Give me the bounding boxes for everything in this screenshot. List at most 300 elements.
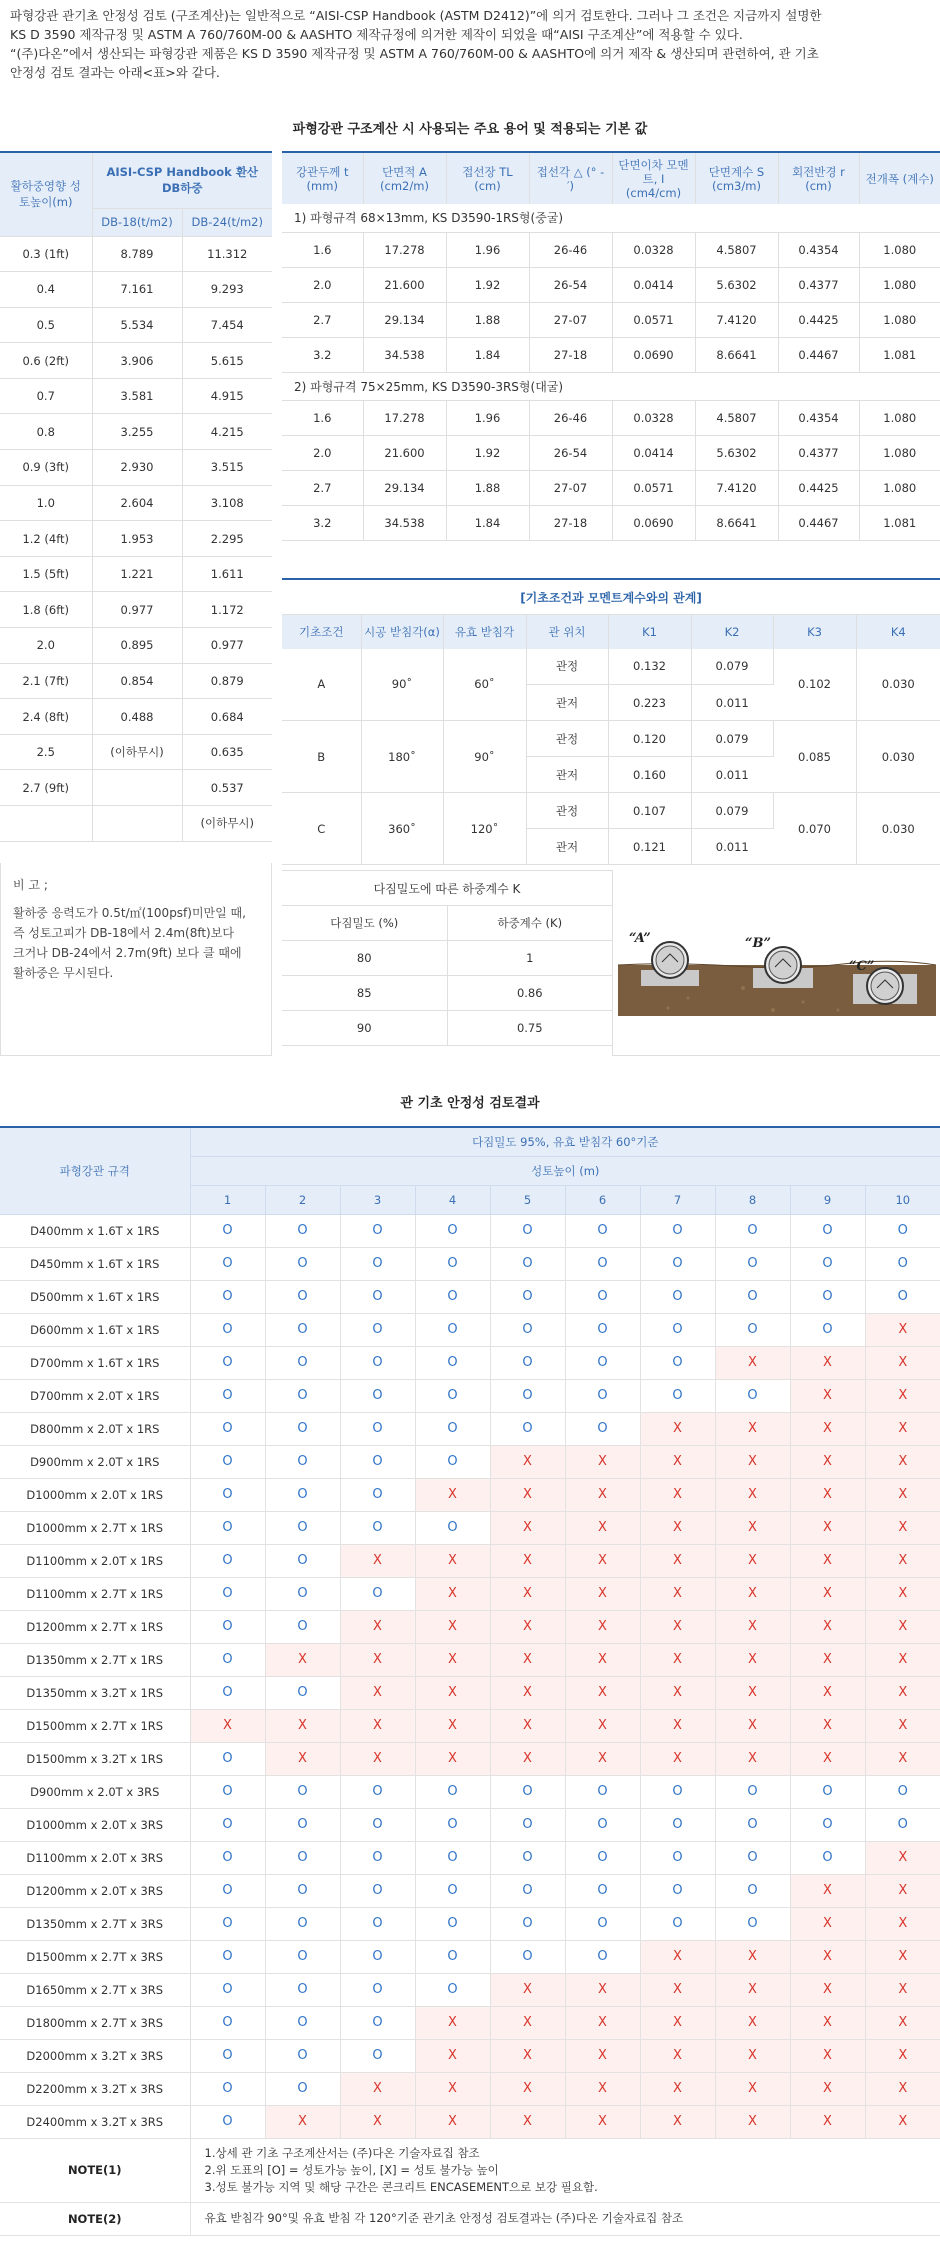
result-ok-cell: O: [865, 1808, 940, 1841]
result-fail-cell: X: [790, 1874, 865, 1907]
result-ok-cell: O: [490, 1379, 565, 1412]
result-ok-cell: O: [265, 1874, 340, 1907]
result-fail-cell: X: [865, 1511, 940, 1544]
result-ok-cell: O: [790, 1841, 865, 1874]
table-cell: 0.977: [92, 592, 182, 628]
result-ok-cell: O: [415, 1346, 490, 1379]
table-cell: 4.215: [182, 414, 272, 450]
result-ok-cell: O: [640, 1346, 715, 1379]
pipe-spec-cell: D1000mm x 2.0T x 3RS: [0, 1808, 190, 1841]
table-cell: 0.4377: [778, 435, 859, 470]
k4-cell: 0.030: [856, 793, 940, 865]
height-column-header: 5: [490, 1185, 565, 1214]
result-ok-cell: O: [415, 1313, 490, 1346]
header-db18: DB-18(t/m2): [92, 208, 182, 236]
table-cell: 0.537: [182, 770, 272, 806]
table-cell: 1.080: [859, 267, 940, 302]
result-fail-cell: X: [790, 1544, 865, 1577]
section-title: 파형강관 구조계산 시 사용되는 주요 용어 및 적용되는 기본 값: [292, 122, 648, 137]
result-fail-cell: X: [865, 1313, 940, 1346]
result-fail-cell: X: [565, 2105, 640, 2138]
table-row: [0, 2006, 940, 2039]
result-fail-cell: X: [790, 1379, 865, 1412]
live-load-table: [0, 151, 272, 842]
result-fail-cell: X: [640, 1973, 715, 2006]
result-ok-cell: O: [865, 1214, 940, 1247]
result-ok-cell: O: [340, 1841, 415, 1874]
result-ok-cell: O: [715, 1379, 790, 1412]
result-ok-cell: O: [490, 1907, 565, 1940]
result-ok-cell: O: [490, 1940, 565, 1973]
table-cell: 0.635: [182, 734, 272, 770]
result-fail-cell: X: [490, 1544, 565, 1577]
result-ok-cell: O: [190, 1775, 265, 1808]
result-fail-cell: X: [790, 1676, 865, 1709]
result-fail-cell: X: [865, 1544, 940, 1577]
table-row: [0, 770, 272, 806]
result-ok-cell: O: [265, 1445, 340, 1478]
result-fail-cell: X: [865, 1379, 940, 1412]
table-cell: 0.5: [0, 307, 92, 343]
result-ok-cell: O: [265, 2039, 340, 2072]
header-spec: 파형강관 규격: [0, 1127, 190, 1214]
result-fail-cell: X: [340, 1742, 415, 1775]
table-cell: 0.4: [0, 272, 92, 308]
table-row: [0, 1643, 940, 1676]
result-ok-cell: O: [190, 1346, 265, 1379]
result-ok-cell: O: [265, 1841, 340, 1874]
result-ok-cell: O: [340, 1973, 415, 2006]
result-ok-cell: O: [265, 1280, 340, 1313]
result-ok-cell: O: [715, 1907, 790, 1940]
table-cell: 3.515: [182, 450, 272, 486]
result-fail-cell: X: [865, 1841, 940, 1874]
table-row: [282, 400, 940, 435]
table-cell: 29.134: [363, 302, 446, 337]
result-fail-cell: X: [340, 1709, 415, 1742]
table-row: [0, 1709, 940, 1742]
result-ok-cell: O: [565, 1412, 640, 1445]
result-fail-cell: X: [490, 1709, 565, 1742]
table-cell: 1.88: [446, 302, 529, 337]
table-cell: 0.0414: [612, 435, 695, 470]
table-cell: 2.7: [282, 470, 363, 505]
table-cell: 3.2: [282, 337, 363, 372]
pipe-spec-cell: D700mm x 1.6T x 1RS: [0, 1346, 190, 1379]
result-ok-cell: O: [490, 1874, 565, 1907]
result-fail-cell: X: [715, 1346, 790, 1379]
result-ok-cell: O: [190, 1874, 265, 1907]
result-ok-cell: O: [340, 2006, 415, 2039]
result-fail-cell: X: [715, 1511, 790, 1544]
result-fail-cell: X: [640, 1445, 715, 1478]
result-ok-cell: O: [190, 1247, 265, 1280]
result-ok-cell: O: [565, 1907, 640, 1940]
section-properties-table: [282, 151, 940, 541]
result-ok-cell: O: [865, 1775, 940, 1808]
table-row: [0, 521, 272, 557]
result-fail-cell: X: [715, 1577, 790, 1610]
result-fail-cell: X: [490, 2072, 565, 2105]
table-cell: 0.0690: [612, 337, 695, 372]
table-cell: 2.7 (9ft): [0, 770, 92, 806]
result-fail-cell: X: [490, 1610, 565, 1643]
result-fail-cell: X: [340, 2105, 415, 2138]
k2-cell: 0.079: [691, 793, 773, 829]
result-fail-cell: X: [565, 1709, 640, 1742]
table-cell: 0.86: [447, 976, 612, 1011]
result-ok-cell: O: [715, 1775, 790, 1808]
result-fail-cell: X: [490, 2039, 565, 2072]
k1-cell: 0.120: [608, 721, 691, 757]
result-fail-cell: X: [415, 1676, 490, 1709]
result-ok-cell: O: [190, 1511, 265, 1544]
table-cell: 2.604: [92, 485, 182, 521]
intro-line: 안정성 검토 결과는 아래<표>와 같다.: [10, 65, 220, 80]
result-ok-cell: O: [415, 1808, 490, 1841]
table-row: [0, 1478, 940, 1511]
table-cell: 4.915: [182, 378, 272, 414]
table-row: [0, 734, 272, 770]
table-cell: 0.4425: [778, 470, 859, 505]
result-fail-cell: X: [640, 1709, 715, 1742]
result-ok-cell: O: [415, 1412, 490, 1445]
table-cell: 1.92: [446, 267, 529, 302]
result-fail-cell: X: [490, 1511, 565, 1544]
column-header: 단면적 A (cm2/m): [363, 152, 446, 204]
table-cell: 1.2 (4ft): [0, 521, 92, 557]
result-ok-cell: O: [190, 1280, 265, 1313]
result-ok-cell: O: [190, 1808, 265, 1841]
pipe-spec-cell: D1000mm x 2.7T x 1RS: [0, 1511, 190, 1544]
column-header: 접선각 △ (° - ′): [529, 152, 612, 204]
table-cell: 26-54: [529, 267, 612, 302]
table-cell: 26-54: [529, 435, 612, 470]
table-cell: 1.84: [446, 337, 529, 372]
table-row: [0, 378, 272, 414]
pipe-spec-cell: D400mm x 1.6T x 1RS: [0, 1214, 190, 1247]
result-fail-cell: X: [640, 1412, 715, 1445]
table-row: [0, 806, 272, 842]
result-ok-cell: O: [565, 1808, 640, 1841]
k3-cell: 0.085: [773, 721, 856, 793]
result-fail-cell: X: [865, 1445, 940, 1478]
remark-title: 비 고 ;: [13, 878, 48, 892]
result-ok-cell: O: [265, 1379, 340, 1412]
result-fail-cell: X: [490, 1643, 565, 1676]
result-fail-cell: X: [715, 1940, 790, 1973]
result-ok-cell: O: [340, 1379, 415, 1412]
header-load-factor: 하중계수 (K): [447, 906, 612, 941]
table-cell: 1.081: [859, 337, 940, 372]
table-cell: 5.534: [92, 307, 182, 343]
table-cell: 0.8: [0, 414, 92, 450]
effective-angle-cell: 90˚: [443, 721, 526, 793]
result-fail-cell: X: [640, 2006, 715, 2039]
result-fail-cell: X: [865, 1412, 940, 1445]
result-ok-cell: O: [190, 1478, 265, 1511]
label-c: “C”: [849, 959, 875, 974]
table-cell: 2.5: [0, 734, 92, 770]
result-ok-cell: O: [490, 1841, 565, 1874]
position-cell: 관저: [526, 685, 608, 721]
table-cell: 1.080: [859, 400, 940, 435]
install-angle-cell: 180˚: [361, 721, 443, 793]
table-cell: 7.4120: [695, 470, 778, 505]
result-fail-cell: X: [865, 2039, 940, 2072]
result-ok-cell: O: [640, 1313, 715, 1346]
result-fail-cell: X: [415, 1643, 490, 1676]
result-fail-cell: X: [565, 1610, 640, 1643]
table-cell: 3.108: [182, 485, 272, 521]
header-height: 성토높이 (m): [190, 1156, 940, 1185]
result-ok-cell: O: [715, 1808, 790, 1841]
result-fail-cell: X: [790, 1445, 865, 1478]
table-cell: 21.600: [363, 267, 446, 302]
result-fail-cell: X: [865, 1346, 940, 1379]
header-depth: 활하중영향 성토높이(m): [0, 152, 92, 236]
result-ok-cell: O: [265, 1214, 340, 1247]
result-ok-cell: O: [640, 1907, 715, 1940]
result-ok-cell: O: [265, 1973, 340, 2006]
k2-cell: 0.011: [691, 829, 773, 865]
result-fail-cell: X: [715, 1676, 790, 1709]
table-cell: 1.0: [0, 485, 92, 521]
table-cell: 2.0: [0, 628, 92, 664]
result-ok-cell: O: [490, 1346, 565, 1379]
pipe-spec-cell: D1000mm x 2.0T x 1RS: [0, 1478, 190, 1511]
result-fail-cell: X: [565, 2072, 640, 2105]
group-title: 2) 파형규격 75×25mm, KS D3590-3RS형(대굴): [282, 372, 940, 400]
result-ok-cell: O: [190, 2072, 265, 2105]
result-ok-cell: O: [265, 1412, 340, 1445]
table-row: [0, 1610, 940, 1643]
result-fail-cell: X: [865, 1478, 940, 1511]
table-cell: 0.0690: [612, 505, 695, 540]
table-cell: 2.295: [182, 521, 272, 557]
pipe-spec-cell: D2400mm x 3.2T x 3RS: [0, 2105, 190, 2138]
table-cell: 3.2: [282, 505, 363, 540]
result-fail-cell: X: [640, 1643, 715, 1676]
pipe-spec-cell: D800mm x 2.0T x 1RS: [0, 1412, 190, 1445]
result-ok-cell: O: [340, 1808, 415, 1841]
note-line: 1.상세 관 기초 구조계산서는 (주)다온 기술자료집 참조: [204, 2145, 480, 2160]
table-cell: 1.92: [446, 435, 529, 470]
table-cell: 17.278: [363, 400, 446, 435]
result-ok-cell: O: [190, 1940, 265, 1973]
table-row: [0, 1742, 940, 1775]
condition-cell: C: [282, 793, 361, 865]
table-cell: 2.7: [282, 302, 363, 337]
table-cell: 0.488: [92, 699, 182, 735]
intro-line: KS D 3590 제작규정 및 ASTM A 760/760M-00 & AASHTO 제작규정에 의거한 제작이 되었을 때“AISI 구조계산”에 적용할 수 있다.: [10, 27, 743, 42]
remark-line: 크거나 DB-24에서 2.7m(9ft) 보다 클 때에: [13, 946, 242, 960]
result-fail-cell: X: [640, 1478, 715, 1511]
k3-cell: 0.070: [773, 793, 856, 865]
result-ok-cell: O: [190, 1379, 265, 1412]
result-ok-cell: O: [715, 1874, 790, 1907]
k1-cell: 0.121: [608, 829, 691, 865]
result-ok-cell: O: [565, 1874, 640, 1907]
result-ok-cell: O: [415, 1379, 490, 1412]
column-header: 단면계수 S (cm3/m): [695, 152, 778, 204]
note-row: [0, 2138, 940, 2202]
column-header: 유효 받침각: [443, 615, 526, 649]
note-text: [190, 2138, 940, 2202]
table-cell: 4.5807: [695, 232, 778, 267]
table-row: [0, 1907, 940, 1940]
table-row: [0, 1775, 940, 1808]
result-ok-cell: O: [565, 1247, 640, 1280]
result-fail-cell: X: [565, 1577, 640, 1610]
result-fail-cell: X: [415, 1709, 490, 1742]
table-row: [0, 1445, 940, 1478]
result-ok-cell: O: [340, 1445, 415, 1478]
result-fail-cell: X: [790, 1973, 865, 2006]
position-cell: 관정: [526, 649, 608, 685]
intro-text: [10, 6, 930, 82]
table-cell: 27-07: [529, 470, 612, 505]
table-cell: 26-46: [529, 400, 612, 435]
table-cell: 34.538: [363, 505, 446, 540]
bedding-illustration: [612, 870, 940, 1056]
table-cell: 17.278: [363, 232, 446, 267]
result-fail-cell: X: [415, 2006, 490, 2039]
result-fail-cell: X: [865, 1907, 940, 1940]
result-fail-cell: X: [640, 1544, 715, 1577]
table-cell: 7.4120: [695, 302, 778, 337]
result-ok-cell: O: [190, 1445, 265, 1478]
column-header: 단면이차 모멘트, I (cm4/cm): [612, 152, 695, 204]
result-ok-cell: O: [640, 1247, 715, 1280]
result-fail-cell: X: [490, 2105, 565, 2138]
result-fail-cell: X: [865, 1940, 940, 1973]
result-fail-cell: X: [715, 1610, 790, 1643]
table-row: [0, 1544, 940, 1577]
result-fail-cell: X: [415, 1742, 490, 1775]
table-cell: 21.600: [363, 435, 446, 470]
table-cell: 0.4377: [778, 267, 859, 302]
table-cell: (이하무시): [182, 806, 272, 842]
height-column-header: 2: [265, 1185, 340, 1214]
effective-angle-cell: 120˚: [443, 793, 526, 865]
result-ok-cell: O: [565, 1214, 640, 1247]
height-column-header: 1: [190, 1185, 265, 1214]
result-ok-cell: O: [190, 2039, 265, 2072]
k4-cell: 0.030: [856, 649, 940, 721]
condition-cell: A: [282, 649, 361, 721]
table-cell: 9.293: [182, 272, 272, 308]
result-ok-cell: O: [415, 1973, 490, 2006]
table-cell: 5.6302: [695, 267, 778, 302]
column-header: K2: [691, 615, 773, 649]
table-cell: 80: [282, 941, 447, 976]
result-fail-cell: X: [865, 1874, 940, 1907]
result-fail-cell: X: [865, 2072, 940, 2105]
table-cell: 29.134: [363, 470, 446, 505]
result-fail-cell: X: [490, 2006, 565, 2039]
table-row: [282, 302, 940, 337]
result-ok-cell: O: [790, 1247, 865, 1280]
table-row: [282, 470, 940, 505]
pipe-spec-cell: D1500mm x 2.7T x 1RS: [0, 1709, 190, 1742]
table-row: [282, 267, 940, 302]
remark-line: 즉 성토고피가 DB-18에서 2.4m(8ft)보다: [13, 926, 234, 940]
result-ok-cell: O: [715, 1247, 790, 1280]
result-ok-cell: O: [415, 1247, 490, 1280]
table-row: [282, 793, 940, 829]
result-fail-cell: X: [565, 1511, 640, 1544]
result-fail-cell: X: [640, 2072, 715, 2105]
table-cell: 2.4 (8ft): [0, 699, 92, 735]
result-ok-cell: O: [490, 1412, 565, 1445]
result-ok-cell: O: [190, 1973, 265, 2006]
result-fail-cell: X: [640, 1511, 715, 1544]
result-ok-cell: O: [415, 1775, 490, 1808]
result-fail-cell: X: [415, 1610, 490, 1643]
column-header: K1: [608, 615, 691, 649]
note-line: 2.위 도표의 [O] = 성토가능 높이, [X] = 성토 불가능 높이: [204, 2162, 499, 2177]
result-ok-cell: O: [490, 1247, 565, 1280]
table-cell: 1.8 (6ft): [0, 592, 92, 628]
result-fail-cell: X: [565, 1445, 640, 1478]
result-fail-cell: X: [715, 2039, 790, 2072]
height-column-header: 4: [415, 1185, 490, 1214]
result-ok-cell: O: [865, 1280, 940, 1313]
table-cell: 0.7: [0, 378, 92, 414]
table-cell: 1.172: [182, 592, 272, 628]
table-cell: 0.895: [92, 628, 182, 664]
result-ok-cell: O: [565, 1940, 640, 1973]
result-fail-cell: X: [265, 1742, 340, 1775]
table-row: [0, 2072, 940, 2105]
table-row: [0, 1940, 940, 1973]
result-ok-cell: O: [415, 1511, 490, 1544]
result-fail-cell: X: [790, 1610, 865, 1643]
result-fail-cell: X: [565, 1973, 640, 2006]
result-fail-cell: X: [715, 1709, 790, 1742]
table-cell: 0.9 (3ft): [0, 450, 92, 486]
k2-cell: 0.079: [691, 721, 773, 757]
table-cell: 8.6641: [695, 337, 778, 372]
result-fail-cell: X: [715, 1412, 790, 1445]
table-cell: 1.611: [182, 556, 272, 592]
table-row: [282, 941, 612, 976]
result-ok-cell: O: [340, 1775, 415, 1808]
height-column-header: 6: [565, 1185, 640, 1214]
table-row: [0, 1808, 940, 1841]
section-title: 관 기초 안정성 검토결과: [400, 1096, 540, 1111]
table-cell: 2.0: [282, 267, 363, 302]
result-ok-cell: O: [190, 2006, 265, 2039]
result-fail-cell: X: [640, 1940, 715, 1973]
table-cell: 0.0328: [612, 400, 695, 435]
result-ok-cell: O: [190, 2105, 265, 2138]
result-fail-cell: X: [490, 1973, 565, 2006]
note-row: [0, 2202, 940, 2235]
table-row: [0, 1313, 940, 1346]
result-ok-cell: O: [190, 1742, 265, 1775]
result-fail-cell: X: [790, 1346, 865, 1379]
table-row: [0, 1247, 940, 1280]
result-ok-cell: O: [340, 2039, 415, 2072]
result-fail-cell: X: [715, 2006, 790, 2039]
k2-cell: 0.011: [691, 757, 773, 793]
table-row: [0, 450, 272, 486]
table-cell: [92, 806, 182, 842]
header-compaction: 다짐밀도 (%): [282, 906, 447, 941]
table-cell: 1.96: [446, 232, 529, 267]
